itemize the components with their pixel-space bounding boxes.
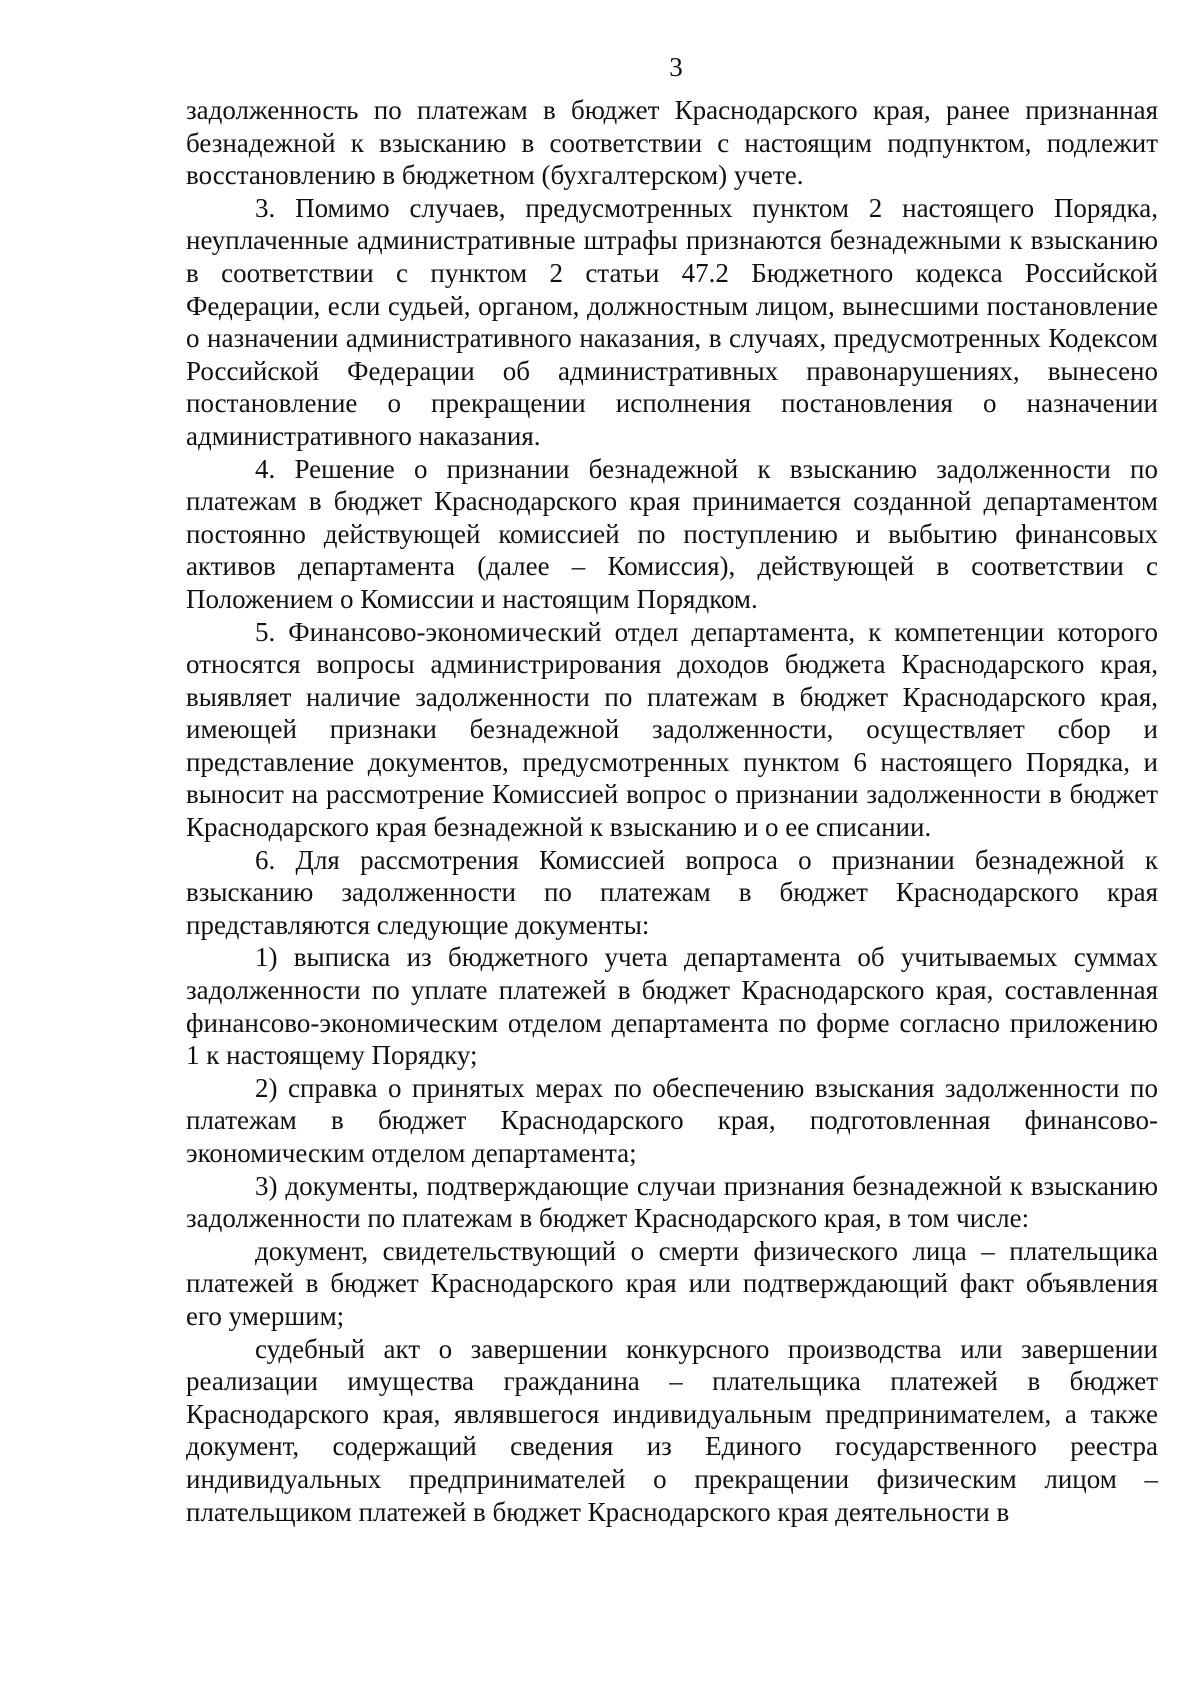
- subitem-2: 2) справка о принятых мерах по обеспечению взыскания задолженности по платежам в бюджет Краснодарского края, подготовленная финансово-экономическим отделом департамента;: [186, 1072, 1158, 1168]
- subitem-3: 3) документы, подтверждающие случаи признания безнадежной к взысканию задолженности по платежам в бюджет Краснодарского края, в том числе:: [186, 1170, 1158, 1234]
- paragraph-item-4: 4. Решение о признании безнадежной к взысканию задолженности по платежам в бюджет Краснодарского края принимается созданной департаментом постоянно действующей комиссией по поступлению и выбытию финансовых активов департамента (далее – Комиссия), действующей в соответствии с Положением о Комиссии и настоящим Порядком.: [186, 453, 1158, 614]
- subitem-1: 1) выписка из бюджетного учета департамента об учитываемых суммах задолженности по уплате платежей в бюджет Краснодарского края, составленная финансово-экономическим отделом департамента по форме согласно приложению 1 к настоящему Порядку;: [186, 942, 1158, 1071]
- paragraph-item-3: 3. Помимо случаев, предусмотренных пунктом 2 настоящего Порядка, неуплаченные административные штрафы признаются безнадежными к взысканию в соответствии с пунктом 2 статьи 47.2 Бюджетного кодекса Российской Федерации, если судьей, органом, должностным лицом, вынесшими постановление о назначении административного наказания, в случаях, предусмотренных Кодексом Российской Федерации об административных правонарушениях, вынесено постановление о прекращении исполнения постановления о назначении административного наказания.: [186, 192, 1158, 451]
- document-type-death: документ, свидетельствующий о смерти физического лица – плательщика платежей в бюджет Краснодарского края или подтверждающий факт объявления его умершим;: [186, 1235, 1158, 1331]
- document-body: [186, 94, 1158, 1528]
- page-number: 3: [669, 52, 683, 82]
- paragraph-item-6: 6. Для рассмотрения Комиссией вопроса о признании безнадежной к взысканию задолженности по платежам в бюджет Краснодарского края представляются следующие документы:: [186, 844, 1158, 940]
- paragraph-item-5: 5. Финансово-экономический отдел департамента, к компетенции которого относятся вопросы администрирования доходов бюджета Краснодарского края, выявляет наличие задолженности по платежам в бюджет Краснодарского края, имеющей признаки безнадежной задолженности, осуществляет сбор и представление документов, предусмотренных пунктом 6 настоящего Порядка, и выносит на рассмотрение Комиссией вопрос о признании задолженности в бюджет Краснодарского края безнадежной к взысканию и о ее списании.: [186, 616, 1158, 843]
- document-type-bankruptcy: судебный акт о завершении конкурсного производства или завершении реализации имущества гражданина – плательщика платежей в бюджет Краснодарского края, являвшегося индивидуальным предпринимателем, а также документ, содержащий сведения из Единого государственного реестра индивидуальных предпринимателей о прекращении физическим лицом – плательщиком платежей в бюджет Краснодарского края деятельности в: [186, 1333, 1158, 1527]
- paragraph-continuation: задолженность по платежам в бюджет Краснодарского края, ранее признанная безнадежной к взысканию в соответствии с настоящим подпунктом, подлежит восстановлению в бюджетном (бухгалтерском) учете.: [186, 95, 1158, 191]
